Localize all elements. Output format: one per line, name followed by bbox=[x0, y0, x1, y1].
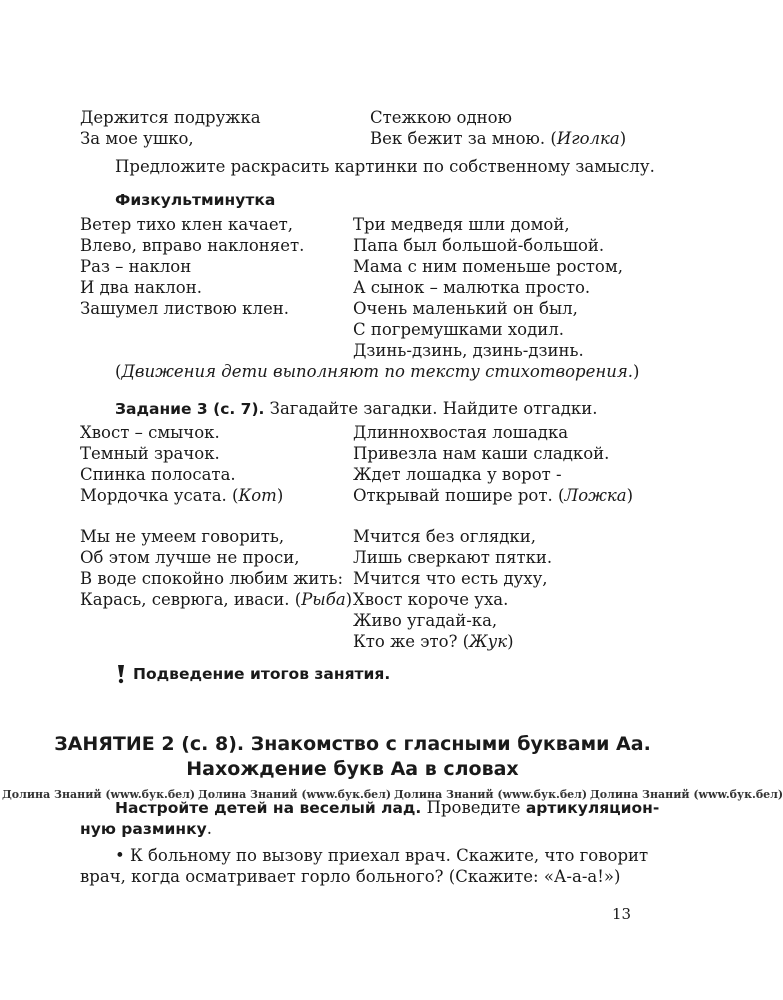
setup-line-1: Настройте детей на веселый лад. Проведите артикуляцион- bbox=[115, 798, 660, 817]
riddle-needle-right-2: Век бежит за мною. (Иголка) bbox=[370, 129, 627, 148]
beetle-2: Лишь сверкают пятки. bbox=[353, 548, 553, 567]
fiz-right-7: Дзинь-дзинь, дзинь-дзинь. bbox=[353, 341, 584, 360]
cat-1: Хвост – смычок. bbox=[80, 423, 220, 442]
doctor-line-2: врач, когда осматривает горло больного? (Скажите: «А-а-а!») bbox=[80, 867, 621, 886]
watermark-2: Долина Знаний (www.бук.бел) bbox=[198, 788, 392, 801]
cat-2: Темный зрачок. bbox=[80, 444, 220, 463]
spoon-4: Открывай пошире рот. (Ложка) bbox=[353, 486, 634, 505]
spoon-3: Ждет лошадка у ворот - bbox=[353, 465, 562, 484]
riddle-needle-answer: Иголка bbox=[556, 129, 620, 148]
page-number: 13 bbox=[612, 905, 632, 923]
fish-4: Карась, севрюга, иваси. (Рыба) bbox=[80, 590, 353, 609]
spoon-2: Привезла нам каши сладкой. bbox=[353, 444, 610, 463]
lesson2-title-1: ЗАНЯТИЕ 2 (с. 8). Знакомство с гласными буквами Аа. bbox=[54, 733, 651, 755]
task3-heading: Задание 3 (с. 7). Загадайте загадки. Найдите отгадки. bbox=[115, 399, 598, 418]
fiz-left-5: Зашумел листвою клен. bbox=[80, 299, 289, 318]
coloring-hint: Предложите раскрасить картинки по собственному замыслу. bbox=[115, 157, 655, 176]
fiz-left-2: Влево, вправо наклоняет. bbox=[80, 236, 305, 255]
fiz-right-3: Мама с ним поменьше ростом, bbox=[353, 257, 623, 276]
fiz-right-1: Три медведя шли домой, bbox=[353, 215, 570, 234]
watermark-4: Долина Знаний (www.бук.бел) bbox=[590, 788, 783, 801]
summary: Подведение итогов занятия. bbox=[133, 665, 391, 683]
fiz-left-4: И два наклон. bbox=[80, 278, 202, 297]
watermark-3: Долина Знаний (www.бук.бел) bbox=[394, 788, 588, 801]
task3-label: Задание 3 (с. 7). bbox=[115, 400, 265, 418]
fiz-right-4: А сынок – малютка просто. bbox=[353, 278, 591, 297]
fish-1: Мы не умеем говорить, bbox=[80, 527, 285, 546]
fiz-right-5: Очень маленький он был, bbox=[353, 299, 578, 318]
fiz-left-3: Раз – наклон bbox=[80, 257, 192, 276]
riddle-needle-left-2: За мое ушко, bbox=[80, 129, 194, 148]
beetle-3: Мчится что есть духу, bbox=[353, 569, 548, 588]
fiz-right-6: С погремушками ходил. bbox=[353, 320, 565, 339]
fiz-left-1: Ветер тихо клен качает, bbox=[80, 215, 294, 234]
watermark-1: Долина Знаний (www.бук.бел) bbox=[2, 788, 196, 801]
setup-line-2: ную разминку. bbox=[80, 819, 212, 838]
fish-2: Об этом лучше не проси, bbox=[80, 548, 300, 567]
fizminutka-title: Физкультминутка bbox=[115, 191, 276, 209]
lesson2-title-2: Нахождение букв Аа в словах bbox=[186, 758, 519, 780]
doctor-line-1: • К больному по вызову приехал врач. Скажите, что говорит bbox=[115, 846, 649, 865]
beetle-6: Кто же это? (Жук) bbox=[353, 632, 514, 651]
beetle-5: Живо угадай-ка, bbox=[353, 611, 498, 630]
fizminutka-note: (Движения дети выполняют по тексту стихотворения.) bbox=[115, 362, 640, 381]
fiz-right-2: Папа был большой-большой. bbox=[353, 236, 605, 255]
cat-4: Мордочка усата. (Кот) bbox=[80, 486, 284, 505]
cat-3: Спинка полосата. bbox=[80, 465, 236, 484]
riddle-needle-right-1: Стежкою одною bbox=[370, 108, 512, 127]
beetle-4: Хвост короче уха. bbox=[353, 590, 509, 609]
spoon-1: Длиннохвостая лошадка bbox=[353, 423, 569, 442]
fish-3: В воде спокойно любим жить: bbox=[80, 569, 344, 588]
exclamation-icon bbox=[114, 664, 128, 684]
beetle-1: Мчится без оглядки, bbox=[353, 527, 536, 546]
riddle-needle-left-1: Держится подружка bbox=[80, 108, 261, 127]
